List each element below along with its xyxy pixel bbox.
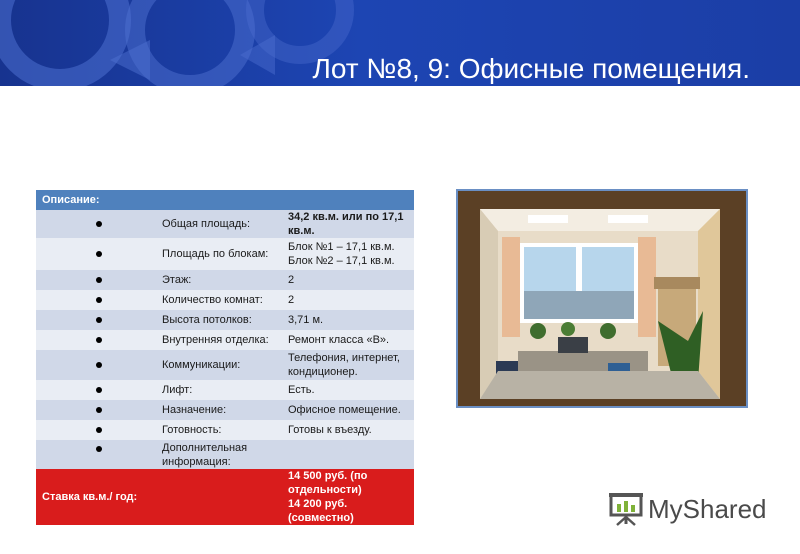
- row-label: Высота потолков:: [162, 310, 288, 330]
- table-row: [36, 270, 414, 290]
- table-heading: Описание:: [36, 190, 414, 210]
- logo-text: MyShared: [648, 494, 767, 524]
- table-row: [36, 210, 414, 238]
- table-header-row: [36, 190, 414, 210]
- description-table: [36, 190, 414, 525]
- office-room-image: [458, 191, 746, 406]
- row-label: Коммуникации:: [162, 350, 288, 380]
- row-value: 3,71 м.: [288, 310, 414, 330]
- table-row: [36, 310, 414, 330]
- table-row: [36, 420, 414, 440]
- table-row: [36, 350, 414, 380]
- row-value: Ремонт класса «В».: [288, 330, 414, 350]
- row-label: Лифт:: [162, 380, 288, 400]
- row-value-line2: Блок №2 – 17,1 кв.м.: [288, 255, 395, 267]
- table-row: [36, 440, 414, 469]
- table-row: [36, 330, 414, 350]
- row-label: [162, 440, 288, 469]
- bullet-icon: [96, 446, 102, 452]
- row-value: [288, 238, 414, 270]
- table-row: [36, 290, 414, 310]
- presentation-board-icon: [608, 491, 644, 527]
- row-value: Готовы к въезду.: [288, 420, 414, 440]
- row-label: Площадь по блокам:: [162, 238, 288, 270]
- row-value: [288, 440, 414, 469]
- row-value: Есть.: [288, 380, 414, 400]
- row-value-line1: Телефония, интернет,: [288, 352, 400, 364]
- row-value: 2: [288, 270, 414, 290]
- total-value-line1: 14 500 руб. (по отдельности): [288, 470, 368, 496]
- bullet-icon: [96, 251, 102, 257]
- myshared-logo: [608, 491, 768, 527]
- row-label-line1: Дополнительная: [162, 441, 248, 454]
- table-row: [36, 380, 414, 400]
- office-photo: [456, 189, 748, 408]
- row-value: 2: [288, 290, 414, 310]
- row-label: Количество комнат:: [162, 290, 288, 310]
- total-value: [288, 469, 414, 525]
- row-value: [288, 350, 414, 380]
- total-label: Ставка кв.м./ год:: [36, 469, 288, 525]
- row-value-line1: Блок №1 – 17,1 кв.м.: [288, 241, 395, 253]
- bullet-icon: [96, 317, 102, 323]
- row-label: Общая площадь:: [162, 210, 288, 238]
- row-label-line2: информация:: [162, 455, 231, 468]
- total-value-line2: 14 200 руб. (совместно): [288, 498, 354, 524]
- page-title: Лот №8, 9: Офисные помещения.: [312, 53, 750, 84]
- row-label: Готовность:: [162, 420, 288, 440]
- table-row: [36, 400, 414, 420]
- table-row: [36, 238, 414, 270]
- bullet-icon: [96, 277, 102, 283]
- header-banner: [0, 0, 800, 86]
- row-value-line2: кондиционер.: [288, 366, 358, 378]
- row-value: 34,2 кв.м. или по 17,1 кв.м.: [288, 210, 414, 238]
- bullet-icon: [96, 407, 102, 413]
- row-label: Назначение:: [162, 400, 288, 420]
- bullet-icon: [96, 337, 102, 343]
- row-label: Этаж:: [162, 270, 288, 290]
- bullet-icon: [96, 387, 102, 393]
- row-value: Офисное помещение.: [288, 400, 414, 420]
- bullet-icon: [96, 221, 102, 227]
- bullet-icon: [96, 362, 102, 368]
- table-total-row: [36, 469, 414, 525]
- bullet-icon: [96, 427, 102, 433]
- bullet-icon: [96, 297, 102, 303]
- row-label: Внутренняя отделка:: [162, 330, 288, 350]
